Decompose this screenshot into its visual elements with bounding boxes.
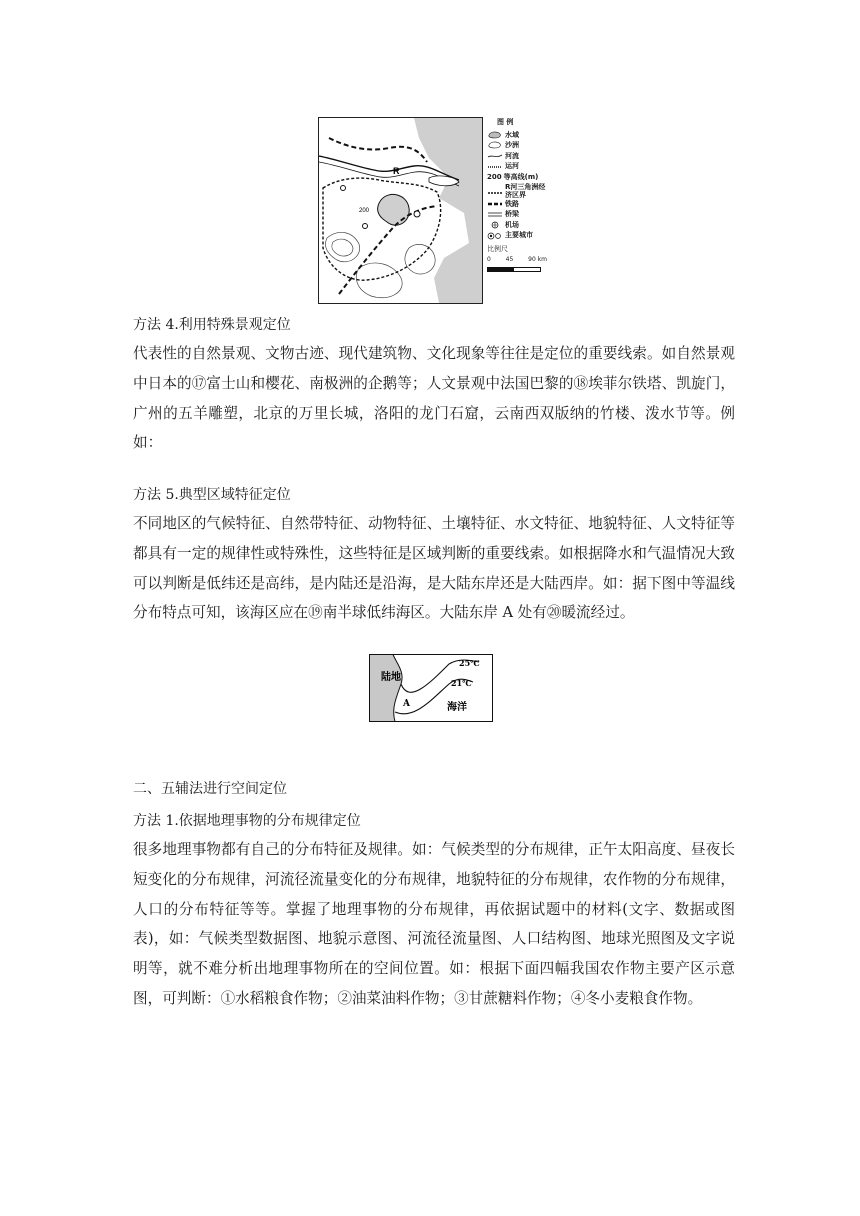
scale-title: 比例尺 bbox=[487, 244, 508, 253]
boundary-icon bbox=[487, 187, 503, 195]
legend-label: 河流 bbox=[505, 151, 519, 160]
map-frame bbox=[318, 117, 483, 304]
method4-title: 方法 4.利用特殊景观定位 bbox=[133, 317, 291, 333]
legend-item-railway bbox=[487, 199, 551, 210]
legend-label: 主要城市 bbox=[505, 231, 533, 240]
method5-title: 方法 5.典型区域特征定位 bbox=[133, 487, 291, 503]
legend-item-water bbox=[487, 130, 551, 141]
sandbar-icon bbox=[487, 141, 503, 149]
scale-ticks bbox=[487, 255, 547, 266]
part2-title: 二、五辅法进行空间定位 bbox=[133, 781, 287, 797]
legend-item-canal bbox=[487, 161, 551, 172]
legend-label: 桥梁 bbox=[505, 210, 519, 219]
scale-tick: 0 bbox=[487, 255, 491, 263]
ocean-label: 海洋 bbox=[447, 702, 467, 713]
point-a-label: A bbox=[403, 699, 410, 709]
legend-item-river bbox=[487, 151, 551, 162]
scale-tick: 90 km bbox=[528, 255, 547, 263]
scale-tick: 45 bbox=[505, 255, 514, 263]
legend-label: 水域 bbox=[505, 130, 519, 139]
legend-item-city bbox=[487, 230, 551, 241]
bridge-icon bbox=[487, 210, 503, 218]
isotherm-25-label: 25℃ bbox=[459, 658, 480, 668]
city-icon bbox=[487, 232, 503, 240]
water-icon bbox=[487, 131, 503, 139]
isotherm-drawing bbox=[369, 654, 493, 722]
p2-method1-text: 很多地理事物都有自己的分布特征及规律。如：气候类型的分布规律，正午太阳高度、昼夜长短变化的分布规律，河流径流量变化的分布规律，地貌特征的分布规律，农作物的分布规律，人口的分布特征等等。掌握了地理事物的分布规律，再依据试题中的材料(文字、数据或图表)，如：气候类型数据图、地貌示意图、河流径流量图、人口结构图、地球光照图及文字说明等，就不难分析出地理事物所在的空间位置。如：根据下面四幅我国农作物主要产区示意图，可判断：①水稻粮食作物；②油菜油料作物；③甘蔗糖料作物；④冬小麦粮食作物。 bbox=[133, 841, 735, 1007]
delta-map-figure bbox=[318, 117, 548, 303]
legend-label: 沙洲 bbox=[505, 141, 519, 150]
map-scale bbox=[487, 244, 551, 272]
legend-label: 铁路 bbox=[505, 199, 519, 208]
legend-label: R河三角洲经济区界 bbox=[505, 182, 546, 199]
method4-text: 代表性的自然景观、文物古迹、现代建筑物、文化现象等往往是定位的重要线索。如自然景观中日本的⑰富士山和樱花、南极洲的企鹅等；人文景观中法国巴黎的⑱埃菲尔铁塔、凯旋门，广州的五羊雕塑，北京的万里长城，洛阳的龙门石窟，云南西双版纳的竹楼、泼水节等。例如： bbox=[133, 345, 735, 452]
map-contour-label: 200 bbox=[359, 208, 370, 214]
airport-icon bbox=[487, 221, 503, 229]
map-drawing bbox=[319, 118, 482, 303]
legend-item-airport bbox=[487, 220, 551, 231]
legend-item-bridge bbox=[487, 209, 551, 220]
legend-title: 图 例 bbox=[497, 118, 514, 126]
legend-label: 机场 bbox=[505, 220, 519, 229]
legend-item-zone-boundary bbox=[487, 183, 551, 199]
railway-icon bbox=[487, 200, 503, 208]
legend-label: 等高线(m) bbox=[503, 172, 539, 181]
isotherm-21-label: 21℃ bbox=[451, 678, 472, 688]
contour-prefix: 200 bbox=[487, 172, 502, 181]
canal-icon bbox=[487, 163, 503, 171]
scale-bar bbox=[487, 267, 541, 272]
method5-text: 不同地区的气候特征、自然带特征、动物特征、土壤特征、水文特征、地貌特征、人文特征等都具有一定的规律性或特殊性，这些特征是区域判断的重要线索。如根据降水和气温情况大致可以判断是低纬还是高纬，是内陆还是沿海，是大陆东岸还是大陆西岸。如：据下图中等温线分布特点可知，该海区应在⑲南半球低纬海区。大陆东岸 A 处有⑳暖流经过。 bbox=[133, 515, 735, 622]
legend-item-contour bbox=[487, 172, 551, 183]
river-icon bbox=[487, 152, 503, 160]
map-region-letter: R bbox=[393, 166, 400, 176]
legend-item-sandbar bbox=[487, 140, 551, 151]
p2-method1-title: 方法 1.依据地理事物的分布规律定位 bbox=[133, 813, 361, 829]
land-label: 陆地 bbox=[381, 672, 401, 683]
map-legend bbox=[487, 117, 551, 272]
legend-label: 运河 bbox=[505, 162, 519, 171]
isotherm-figure bbox=[369, 654, 493, 722]
